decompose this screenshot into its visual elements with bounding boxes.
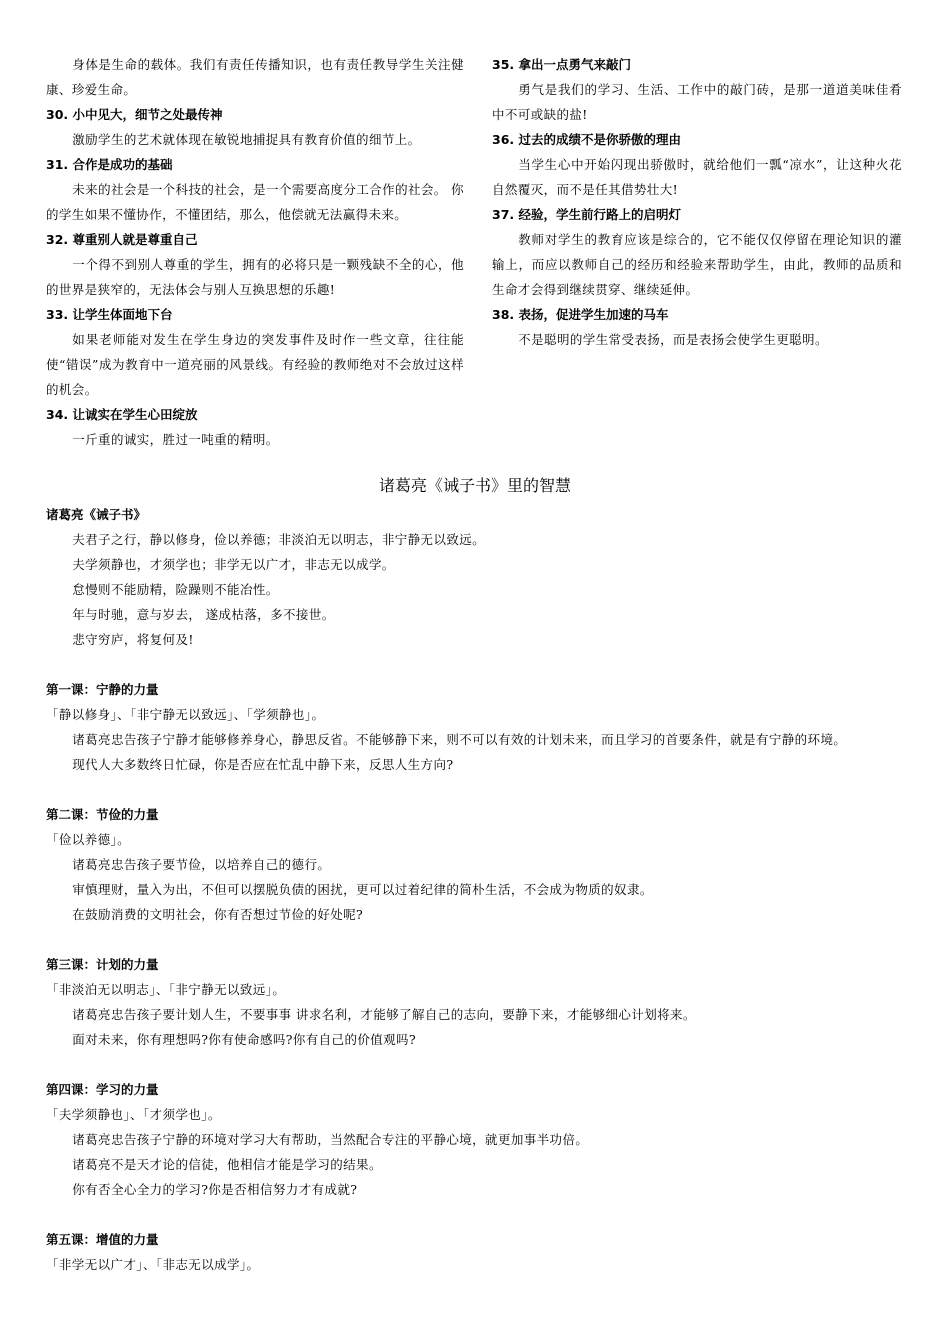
lesson-paragraph: 诸葛亮忠告孩子要节俭，以培养自己的德行。 — [72, 857, 331, 872]
section-text-36: 当学生心中开始闪现出骄傲时，就给他们一瓢“凉水”，让这种火花自然覆灭，而不是任其借势壮大! — [492, 157, 902, 197]
poem-line: 夫君子之行，静以修身，俭以养德；非淡泊无以明志，非宁静无以致远。 — [72, 532, 486, 547]
lesson-2 — [46, 802, 904, 927]
poem-line: 怠慢则不能励精，险躁则不能冶性。 — [72, 582, 279, 597]
poem-line: 年与时驰，意与岁去， 遂成枯落，多不接世。 — [72, 607, 335, 622]
lesson-quote: 「夫学须静也」、「才须学也」。 — [46, 1107, 221, 1122]
right-column — [492, 52, 902, 352]
section-heading-35: 35. 拿出一点勇气来敲门 — [492, 57, 631, 72]
section-heading-36: 36. 过去的成绩不是你骄傲的理由 — [492, 132, 681, 147]
lesson-5 — [46, 1227, 904, 1277]
lesson-heading: 第二课：节俭的力量 — [46, 807, 159, 822]
lesson-paragraph: 在鼓励消费的文明社会，你有否想过节俭的好处呢? — [72, 907, 364, 922]
lesson-quote: 「俭以养德」。 — [46, 832, 131, 847]
section-heading-38: 38. 表扬，促进学生加速的马车 — [492, 307, 669, 322]
lesson-paragraph: 诸葛亮忠告孩子宁静才能够修养身心，静思反省。不能够静下来，则不可以有效的计划未来，而且学习的首要条件，就是有宁静的环境。 — [72, 732, 847, 747]
section-heading-33: 33. 让学生体面地下台 — [46, 307, 173, 322]
lesson-quote: 「非淡泊无以明志」、「非宁静无以致远」。 — [46, 982, 286, 997]
article-source: 诸葛亮《诫子书》 — [46, 507, 147, 522]
poem-line: 夫学须静也，才须学也；非学无以广才，非志无以成学。 — [72, 557, 395, 572]
article — [46, 470, 904, 1277]
lesson-heading: 第五课：增值的力量 — [46, 1232, 159, 1247]
lesson-1 — [46, 677, 904, 777]
lesson-paragraph: 诸葛亮不是天才论的信徒，他相信才能是学习的结果。 — [72, 1157, 382, 1172]
section-text-37: 教师对学生的教育应该是综合的，它不能仅仅停留在理论知识的灌输上，而应以教师自己的经历和经验来帮助学生，由此，教师的品质和生命才会得到继续贯穿、继续延伸。 — [492, 232, 902, 297]
section-text-32: 一个得不到别人尊重的学生，拥有的必将只是一颗残缺不全的心，他的世界是狭窄的，无法体会与别人互换思想的乐趣! — [46, 257, 464, 297]
lesson-paragraph: 审慎理财，量入为出，不但可以摆脱负债的困扰，更可以过着纪律的简朴生活，不会成为物质的奴隶。 — [72, 882, 653, 897]
lesson-heading: 第一课：宁静的力量 — [46, 682, 159, 697]
paragraph-health: 身体是生命的载体。我们有责任传播知识，也有责任教导学生关注健康、珍爱生命。 — [46, 57, 464, 97]
lesson-heading: 第三课：计划的力量 — [46, 957, 159, 972]
spacer — [46, 1202, 904, 1227]
lesson-paragraph: 面对未来，你有理想吗?你有使命感吗?你有自己的价值观吗? — [72, 1032, 417, 1047]
section-text-38: 不是聪明的学生常受表扬，而是表扬会使学生更聪明。 — [518, 332, 828, 347]
section-text-30: 激励学生的艺术就体现在敏锐地捕捉具有教育价值的细节上。 — [72, 132, 421, 147]
lesson-paragraph: 诸葛亮忠告孩子宁静的环境对学习大有帮助，当然配合专注的平静心境，就更加事半功倍。 — [72, 1132, 589, 1147]
section-heading-30: 30. 小中见大，细节之处最传神 — [46, 107, 223, 122]
spacer — [46, 777, 904, 802]
lesson-quote: 「静以修身」、「非宁静无以致远」、「学须静也」。 — [46, 707, 325, 722]
section-text-33: 如果老师能对发生在学生身边的突发事件及时作一些文章，往往能使“错误”成为教育中一道亮丽的风景线。有经验的教师绝对不会放过这样的机会。 — [46, 332, 464, 397]
lesson-quote: 「非学无以广才」、「非志无以成学」。 — [46, 1257, 260, 1272]
lesson-heading: 第四课：学习的力量 — [46, 1082, 159, 1097]
section-heading-31: 31. 合作是成功的基础 — [46, 157, 173, 172]
lesson-3 — [46, 952, 904, 1052]
poem — [46, 527, 904, 652]
lesson-paragraph: 你有否全心全力的学习?你是否相信努力才有成就? — [72, 1182, 358, 1197]
lesson-paragraph: 现代人大多数终日忙碌，你是否应在忙乱中静下来，反思人生方向? — [72, 757, 454, 772]
article-title: 诸葛亮《诫子书》里的智慧 — [378, 476, 571, 495]
section-text-35: 勇气是我们的学习、生活、工作中的敲门砖，是那一道道美味佳肴中不可或缺的盐! — [492, 82, 902, 122]
left-column — [46, 52, 464, 452]
spacer — [46, 652, 904, 677]
section-text-34: 一斤重的诚实，胜过一吨重的精明。 — [72, 432, 279, 447]
lesson-4 — [46, 1077, 904, 1202]
section-heading-37: 37. 经验，学生前行路上的启明灯 — [492, 207, 681, 222]
spacer — [46, 1052, 904, 1077]
lesson-paragraph: 诸葛亮忠告孩子要计划人生，不要事事 讲求名利，才能够了解自己的志向，要静下来，才能够细心计划将来。 — [72, 1007, 696, 1022]
poem-line: 悲守穷庐，将复何及! — [72, 632, 194, 647]
spacer — [46, 927, 904, 952]
section-heading-34: 34. 让诚实在学生心田绽放 — [46, 407, 198, 422]
section-heading-32: 32. 尊重别人就是尊重自己 — [46, 232, 198, 247]
section-text-31: 未来的社会是一个科技的社会，是一个需要高度分工合作的社会。 你的学生如果不懂协作，不懂团结，那么，他偿就无法赢得未来。 — [46, 182, 464, 222]
